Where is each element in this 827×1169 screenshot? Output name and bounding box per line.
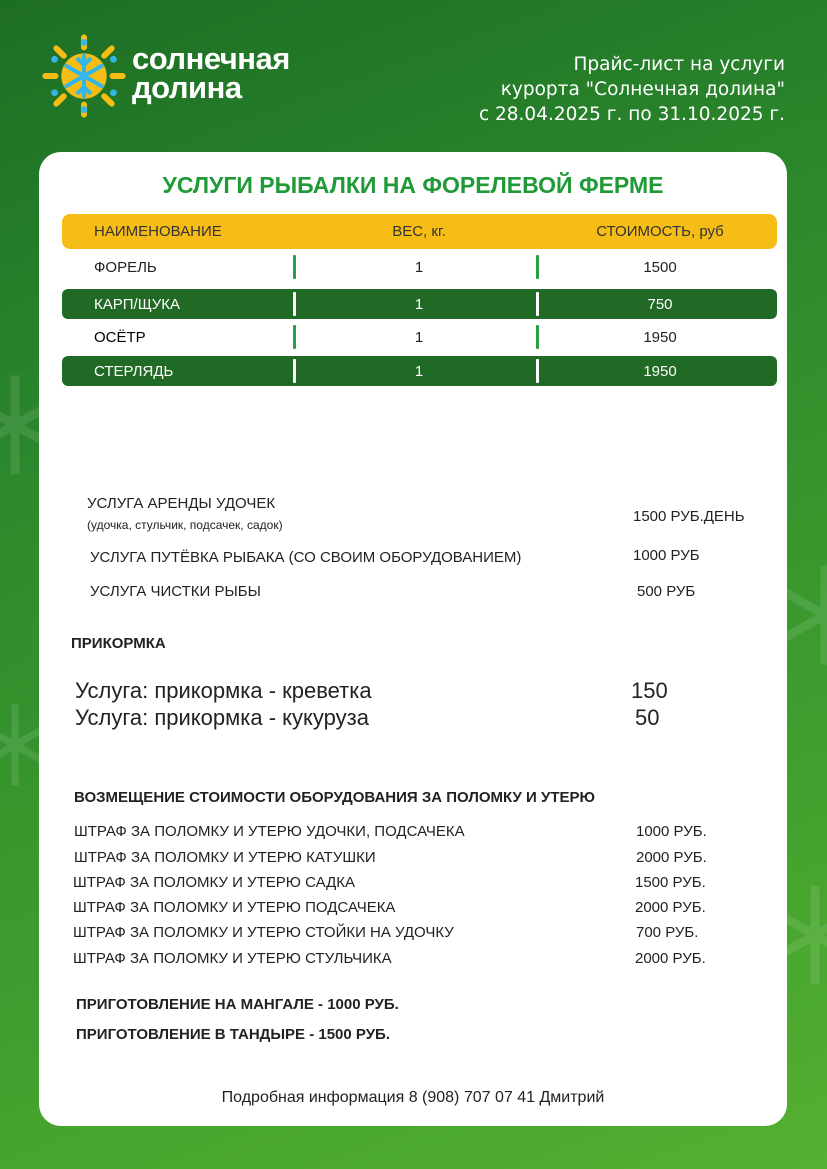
penalty-item-price: 2000 РУБ. <box>635 950 706 967</box>
bait-item-name: Услуга: прикормка - креветка <box>75 678 372 703</box>
table-row <box>62 322 777 352</box>
cooking-tandoor-line: ПРИГОТОВЛЕНИЕ В ТАНДЫРЕ - 1500 РУБ. <box>76 1026 390 1043</box>
permit-service-label: УСЛУГА ПУТЁВКА РЫБАКА (СО СВОИМ ОБОРУДОВАНИЕМ) <box>90 549 522 566</box>
logo-wordmark <box>132 41 290 105</box>
rental-service-price: 1500 РУБ.ДЕНЬ <box>633 508 745 525</box>
permit-service-price: 1000 РУБ <box>633 547 700 564</box>
column-header-price: СТОИМОСТЬ, руб <box>596 223 724 240</box>
fish-weight: 1 <box>414 258 424 276</box>
column-header-weight: ВЕС, кг. <box>392 223 446 240</box>
fish-price: 750 <box>647 295 673 313</box>
column-divider <box>536 255 539 279</box>
penalties-section-title: ВОЗМЕЩЕНИЕ СТОИМОСТИ ОБОРУДОВАНИЯ ЗА ПОЛОМКУ И УТЕРЮ <box>74 789 595 806</box>
logo-line-2: долина <box>132 70 242 105</box>
table-row <box>62 252 777 282</box>
fish-name: ОСЁТР <box>94 328 146 346</box>
fish-price: 1950 <box>643 328 677 346</box>
price-card <box>39 152 787 1126</box>
column-divider <box>293 325 296 349</box>
column-divider <box>293 255 296 279</box>
penalty-item-price: 1500 РУБ. <box>635 874 706 891</box>
bait-item-price: 50 <box>635 705 660 730</box>
fish-price: 1500 <box>643 258 677 276</box>
penalty-item-name: ШТРАФ ЗА ПОЛОМКУ И УТЕРЮ ПОДСАЧЕКА <box>73 899 396 916</box>
column-divider <box>293 292 296 316</box>
penalty-item-name: ШТРАФ ЗА ПОЛОМКУ И УТЕРЮ СТОЙКИ НА УДОЧКУ <box>73 924 454 941</box>
penalty-item-name: ШТРАФ ЗА ПОЛОМКУ И УТЕРЮ КАТУШКИ <box>74 849 376 866</box>
fish-name: КАРП/ЩУКА <box>94 295 181 313</box>
rental-service-label: УСЛУГА АРЕНДЫ УДОЧЕК <box>87 495 276 512</box>
cleaning-service-price: 500 РУБ <box>637 583 696 600</box>
bait-item-price: 150 <box>631 678 668 703</box>
fishing-section-title: УСЛУГИ РЫБАЛКИ НА ФОРЕЛЕВОЙ ФЕРМЕ <box>162 172 664 198</box>
penalty-item-price: 2000 РУБ. <box>635 899 706 916</box>
table-row <box>62 289 777 319</box>
column-divider <box>536 325 539 349</box>
heading-line: Прайс-лист на услуги <box>573 54 785 75</box>
penalty-item-price: 1000 РУБ. <box>636 823 707 840</box>
logo-snowflake-sun-icon <box>42 34 126 118</box>
column-divider <box>536 359 539 383</box>
fish-weight: 1 <box>414 295 424 313</box>
penalty-item-price: 700 РУБ. <box>636 924 699 941</box>
cleaning-service-label: УСЛУГА ЧИСТКИ РЫБЫ <box>90 583 261 600</box>
bait-section-title: ПРИКОРМКА <box>71 635 166 652</box>
column-divider <box>536 292 539 316</box>
penalty-item-name: ШТРАФ ЗА ПОЛОМКУ И УТЕРЮ САДКА <box>73 874 355 891</box>
logo-line-1: солнечная <box>132 41 290 76</box>
penalty-item-name: ШТРАФ ЗА ПОЛОМКУ И УТЕРЮ СТУЛЬЧИКА <box>73 950 392 967</box>
penalty-item-name: ШТРАФ ЗА ПОЛОМКУ И УТЕРЮ УДОЧКИ, ПОДСАЧЕКА <box>74 823 465 840</box>
price-list-heading <box>479 52 785 127</box>
fish-weight: 1 <box>414 362 424 380</box>
table-row <box>62 356 777 386</box>
fish-price: 1950 <box>643 362 677 380</box>
heading-line: курорта "Солнечная долина" <box>500 79 785 100</box>
cooking-grill-line: ПРИГОТОВЛЕНИЕ НА МАНГАЛЕ - 1000 РУБ. <box>76 996 399 1013</box>
fish-name: ФОРЕЛЬ <box>94 258 157 276</box>
fish-weight: 1 <box>414 328 424 346</box>
heading-line: с 28.04.2025 г. по 31.10.2025 г. <box>478 104 785 125</box>
rental-service-note: (удочка, стульчик, подсачек, садок) <box>87 518 283 532</box>
table-header <box>62 214 777 249</box>
fish-name: СТЕРЛЯДЬ <box>94 362 174 380</box>
column-divider <box>293 359 296 383</box>
penalty-item-price: 2000 РУБ. <box>636 849 707 866</box>
column-header-name: НАИМЕНОВАНИЕ <box>94 223 222 240</box>
contact-info: Подробная информация 8 (908) 707 07 41 Дмитрий <box>221 1089 605 1106</box>
bait-item-name: Услуга: прикормка - кукуруза <box>75 705 369 730</box>
